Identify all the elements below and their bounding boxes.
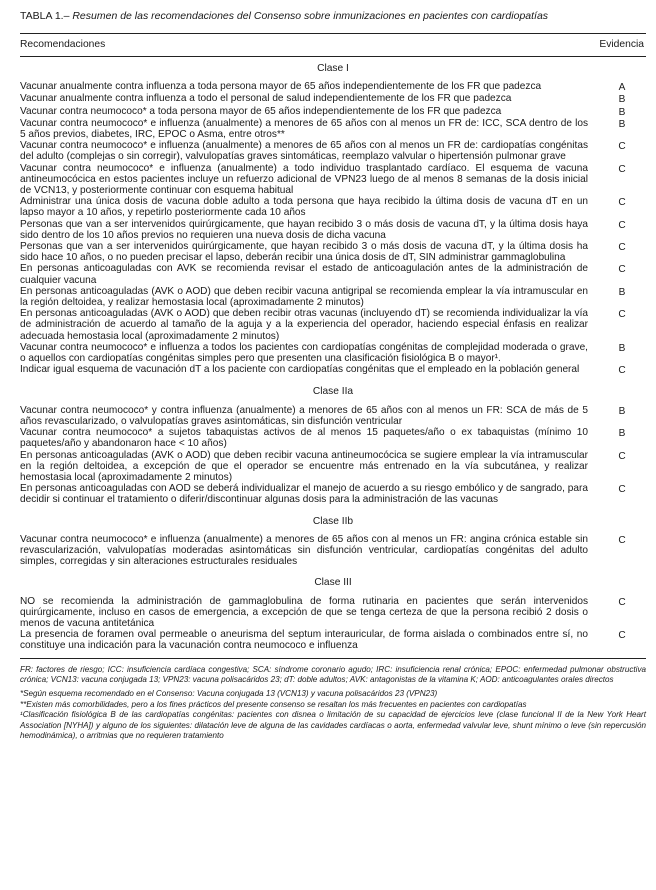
recommendation-text: En personas anticoaguladas con AOD se deberá individualizar el manejo de acuerdo a su riesgo embólico y de sangrado, para decidir si continuar el tratamiento o diferir/discontinuar algunas dosis para la administración de las vacunas: [20, 483, 588, 506]
recommendation-text: En personas anticoaguladas (AVK o AOD) que deben recibir vacuna antigripal se recomienda emplear la vía intramuscular en la región deltoidea, y realizar hemostasia local (aproximadamente 2 minutos): [20, 285, 588, 309]
bottom-rule: [20, 658, 646, 659]
recommendation-text: Vacunar contra neumococo* e influenza (anualmente) a menores de 65 años con al menos un FR: angina crónica estable sin revascularización, valvulopatías moderadas asintomáticas sin disfunción ventricular, cardiopatías congénitas del adulto simples, corregidas y sin alteraciones estructurales residuales: [20, 533, 588, 568]
footnote-double-asterisk: **Existen más comorbilidades, pero a los fines prácticos del presente consenso se resaltan los más frecuentes en pacientes con cardiopatías: [20, 699, 527, 709]
recommendation-row: [20, 483, 646, 505]
recommendation-row: [20, 534, 646, 568]
recommendation-text: Vacunar anualmente contra influenza a todo el personal de salud independientemente de los FR que padezca: [20, 93, 512, 105]
recommendation-row: [20, 106, 646, 118]
evidence-level: C: [618, 141, 626, 153]
evidence-level: C: [618, 163, 626, 175]
evidence-level: C: [618, 242, 626, 254]
recommendation-text: Personas que van a ser intervenidos quirúrgicamente, que hayan recibido 3 o más dosis de vacuna dT, y la última dosis ha sido hace 10 años, o no pueden precisar el lapso, deberán recibir una única dosis de dT, SIN administrar gammaglobulina: [20, 241, 588, 264]
evidence-level: C: [618, 450, 626, 462]
evidence-level: C: [618, 309, 626, 321]
footnote-classification: ¹Clasificación fisiológica B de las cardiopatías congénitas: pacientes con disnea o limitación de su capacidad de ejercicios leve (clase funcional II de la New York Heart Association [NYHA]) y alguno de los siguientes: dilatación leve de alguna de las cavidades cardíacas o aorta, enfermedad valvular leve, shunt mínimo o leve (sin repercusión hemodinámica), o arritmias que no requieren tratamiento: [20, 710, 646, 740]
footnote-asterisk: *Según esquema recomendado en el Consenso: Vacuna conjugada 13 (VCN13) y vacuna polisacáridos 23 (VPN23): [20, 689, 438, 699]
col-recommendations-header: Recomendaciones: [20, 39, 106, 50]
table-title: Resumen de las recomendaciones del Consenso sobre inmunizaciones en pacientes con cardiopatías: [72, 10, 549, 22]
recommendation-row: [20, 364, 646, 376]
class-heading-row: [20, 376, 646, 404]
evidence-level: B: [618, 94, 626, 106]
evidence-level: B: [618, 106, 626, 118]
evidence-level: C: [618, 534, 626, 546]
recommendation-row: [20, 342, 646, 364]
table-page: [20, 0, 646, 741]
recommendation-text: Vacunar contra neumococo* y contra influenza (anualmente) a menores de 65 años con al menos un FR: SCA de más de 5 años revascularizado, o valvulopatías graves asintomáticas, sin disfunción ventricular: [20, 404, 588, 427]
class-heading: Clase I: [317, 63, 349, 74]
recommendation-row: [20, 163, 646, 197]
col-evidence-header: Evidencia: [599, 39, 644, 50]
recommendation-text: Vacunar contra neumococo* e influenza (anualmente) a todo individuo trasplantado cardíaco. El esquema de vacuna antineumocócica en estos pacientes incluye un refuerzo adicional de VPN23 luego de al menos 8 semanas de la dosis inicial de VCN13, y posteriormente continuar con esquema habitual: [20, 162, 588, 197]
class-heading: Clase IIa: [312, 386, 354, 398]
evidence-level: C: [618, 365, 626, 377]
recommendation-text: Vacunar contra neumococo* e influenza a todos los pacientes con cardiopatías congénitas de complejidad moderada o grave, o aquellos con cardiopatías congénitas simples pero que presenten una clasificación fisiológica B o mayor¹.: [20, 341, 588, 365]
evidence-level: B: [618, 286, 626, 298]
recommendation-row: [20, 405, 646, 427]
class-heading: Clase III: [314, 577, 352, 589]
recommendation-text: En personas anticoaguladas (AVK o AOD) que deben recibir otras vacunas (incluyendo dT) se recomienda individualizar la vía de administración de acuerdo al tamaño de la aguja y a la experiencia del operador, haciendo especial énfasis en realizar adecuada hemostasia local (aproximadamente 2 minutos): [20, 308, 588, 342]
recommendation-row: [20, 140, 646, 162]
recommendation-row: [20, 308, 646, 342]
recommendation-text: En personas anticoaguladas con AVK se recomienda revisar el estado de anticoagulación antes de la administración de cualquier vacuna: [20, 263, 588, 286]
evidence-level: B: [618, 342, 626, 354]
table-number: TABLA 1.–: [20, 10, 70, 22]
evidence-level: C: [618, 596, 626, 608]
recommendation-text: La presencia de foramen oval permeable o aneurisma del septum interauricular, de forma aislada o combinados entre sí, no constituye una indicación para la vacunación contra neumococo e influenza: [20, 629, 588, 652]
recommendation-text: NO se recomienda la administración de gammaglobulina de forma rutinaria en pacientes que serán intervenidos quirúrgicamente, incluso en casos de emergencia, a excepción de que se tenga certeza de que la persona recibió 2 dosis o menos de vacuna antitetánica: [20, 595, 588, 629]
class-heading: Clase IIb: [312, 515, 354, 527]
recommendation-text: Vacunar contra neumococo* e influenza (anualmente) a menores de 65 años con al menos un FR de: cardiopatías congénitas del adulto (complejas o sin corregir), valvulopatías graves sintomáticas, reemplazo valvular o hipertensión pulmonar grave: [20, 140, 588, 163]
recommendation-text: Administrar una única dosis de vacuna doble adulto a toda persona que haya recibido la última dosis de vacuna dT en un lapso mayor a 10 años, y repetirlo posteriormente cada 10 años: [20, 196, 588, 219]
evidence-level: B: [618, 118, 626, 130]
recommendation-text: Vacunar contra neumococo* e influenza (anualmente) a menores de 65 años con al menos un FR de: ICC, SCA dentro de los 5 años previos, diabetes, IRC, EPOC o Asma, entre otros**: [20, 117, 588, 141]
recommendation-text: Vacunar anualmente contra influenza a toda persona mayor de 65 años independientemente de los FR que padezca: [20, 81, 542, 93]
recommendation-text: Vacunar contra neumococo* a toda persona mayor de 65 años independientemente de los FR que padezca: [20, 105, 502, 117]
recommendation-text: Indicar igual esquema de vacunación dT a los paciente con cardiopatías congénitas que el empleado en la población general: [20, 364, 580, 376]
table-caption: [20, 10, 646, 23]
evidence-level: B: [618, 428, 626, 440]
column-header-row: [20, 34, 646, 56]
recommendation-row: [20, 196, 646, 218]
class-heading-row: [20, 506, 646, 534]
recommendation-text: Vacunar contra neumococo* a sujetos tabaquistas activos de al menos 15 paquetes/año o ex tabaquistas (mínimo 10 paquetes/año y abandonaron hace < 10 años): [20, 427, 588, 450]
class-heading-row: [20, 567, 646, 595]
evidence-level: A: [618, 82, 626, 94]
recommendation-row: [20, 450, 646, 484]
recommendation-row: [20, 427, 646, 449]
evidence-level: C: [618, 630, 626, 642]
class-heading-row: [20, 57, 646, 81]
footnote-abbreviations: FR: factores de riesgo; ICC: insuficiencia cardíaca congestiva; SCA: síndrome coronario agudo; IRC: insuficiencia renal crónica; EPOC: enfermedad pulmonar obstructiva crónica; VCN13: vacuna conjugada 13; VPN23: vacuna polisacáridos 23; dT: doble adultos; AVK: antagonistas de la vitamina K; AOD: anticoagulantes orales directos: [20, 664, 646, 684]
footnotes: [20, 665, 646, 742]
recommendation-row: [20, 596, 646, 630]
recommendation-row: [20, 81, 646, 93]
recommendation-row: [20, 629, 646, 651]
recommendations-table: [20, 57, 646, 652]
recommendation-text: Personas que van a ser intervenidos quirúrgicamente, que hayan recibido 3 o más dosis de vacuna dT, y la última dosis haya sido dentro de los 10 años previos no requieren una nueva dosis de dicha vacuna: [20, 218, 588, 241]
evidence-level: B: [618, 405, 626, 417]
recommendation-row: [20, 286, 646, 308]
recommendation-text: En personas anticoaguladas (AVK o AOD) que deben recibir vacuna antineumocócica se sugiere emplear la vía intramuscular en la región deltoidea, a excepción de que el operador se encuentre más entrenado en la vía subcutánea, y realizar hemostasia local (aproximadamente 2 minutos): [20, 449, 588, 483]
recommendation-row: [20, 93, 646, 105]
recommendation-row: [20, 263, 646, 285]
recommendation-row: [20, 219, 646, 241]
evidence-level: C: [618, 219, 626, 231]
recommendation-row: [20, 118, 646, 140]
evidence-level: C: [618, 197, 626, 209]
recommendation-row: [20, 241, 646, 263]
evidence-level: C: [618, 264, 626, 276]
evidence-level: C: [618, 484, 626, 496]
